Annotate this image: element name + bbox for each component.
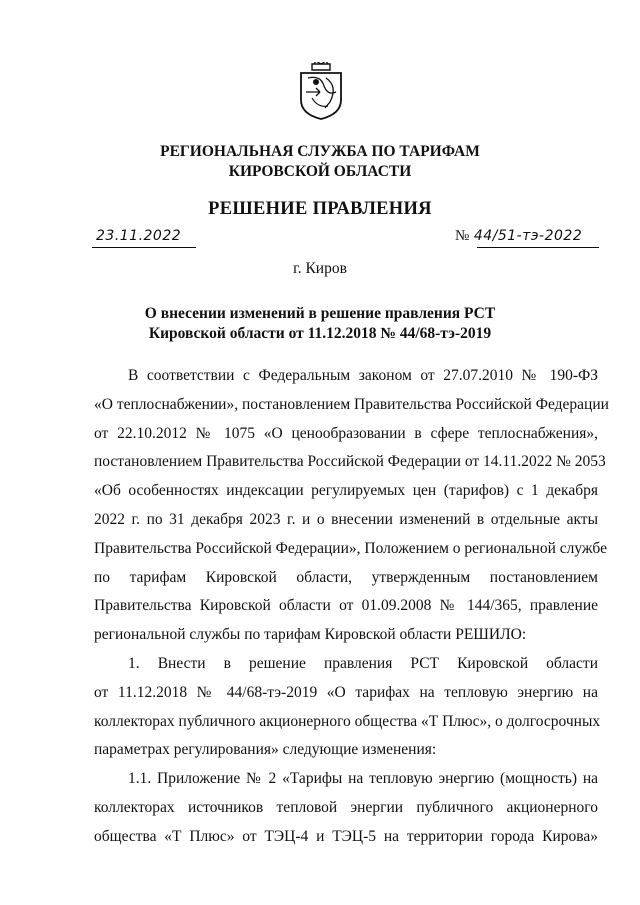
subject-line2: Кировской области от 11.12.2018 № 44/68-тэ-2019 — [148, 325, 492, 342]
subject-line1: О внесении изменений в решение правления РСТ — [144, 305, 496, 322]
city: г. Киров — [293, 260, 347, 277]
coat-of-arms-icon — [298, 62, 344, 120]
body-line: 1.1. Приложение № 2 «Тарифы на тепловую энергию (мощность) на — [128, 770, 598, 788]
body-line: региональной службы по тарифам Кировской области РЕШИЛО: — [94, 626, 527, 644]
body-line: «Об особенностях индексации регулируемых цен (тарифов) с 1 декабря — [94, 482, 598, 500]
body-line: параметрах регулирования» следующие изменения: — [94, 741, 437, 759]
document-body — [94, 362, 609, 852]
document-date — [96, 228, 181, 244]
body-line: от 11.12.2018 № 44/68-тэ-2019 «О тарифах на тепловую энергию на — [94, 683, 598, 701]
body-line: 2022 г. по 31 декабря 2023 г. и о внесении изменений в отдельные акты — [94, 510, 598, 528]
document-number — [455, 228, 582, 245]
organization-name-line2: КИРОВСКОЙ ОБЛАСТИ — [228, 163, 412, 180]
body-line: постановлением Правительства Российской Федерации от 14.11.2022 № 2053 — [94, 453, 606, 471]
date-value: 23.11.2022 — [96, 228, 182, 244]
number-value: 44/51-тэ-2022 — [473, 228, 583, 244]
organization-name-line1: РЕГИОНАЛЬНАЯ СЛУЖБА ПО ТАРИФАМ — [160, 143, 480, 160]
body-line: коллекторах источников тепловой энергии публичного акционерного — [94, 798, 598, 816]
body-line: 1. Внести в решение правления РСТ Кировской области — [128, 654, 598, 672]
document-subject — [0, 304, 640, 344]
body-line: Правительства Кировской области от 01.09.2008 № 144/365, правление — [94, 597, 598, 615]
body-line: от 22.10.2012 № 1075 «О ценообразовании в сфере теплоснабжения», — [94, 424, 598, 442]
body-line: общества «Т Плюс» от ТЭЦ-4 и ТЭЦ-5 на территории города Кирова» — [94, 827, 598, 845]
body-line: коллекторах публичного акционерного общества «Т Плюс», о долгосрочных — [94, 712, 601, 730]
number-sign: № — [455, 228, 470, 244]
body-line: по тарифам Кировской области, утвержденным постановлением — [94, 568, 598, 586]
body-line: «О теплоснабжении», постановлением Правительства Российской Федерации — [94, 395, 609, 413]
body-line: В соответствии с Федеральным законом от 27.07.2010 № 190-ФЗ — [128, 367, 598, 384]
body-line: Правительства Российской Федерации», Положением о региональной службе — [94, 539, 607, 557]
date-underline — [92, 247, 196, 248]
document-type: РЕШЕНИЕ ПРАВЛЕНИЯ — [208, 199, 432, 219]
number-underline — [477, 247, 599, 248]
